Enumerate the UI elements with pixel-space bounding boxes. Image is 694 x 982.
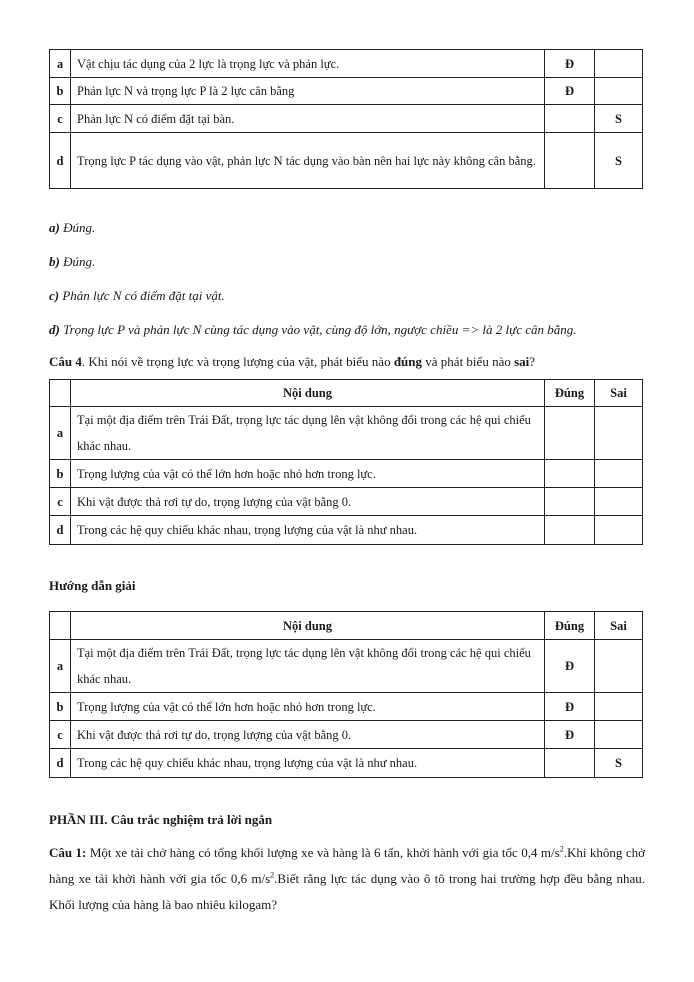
header-sai: Sai — [595, 612, 643, 640]
question-text: và phát biểu nào — [422, 354, 515, 369]
header-empty — [50, 380, 71, 407]
row-letter: c — [50, 105, 71, 133]
table-row — [50, 50, 643, 78]
row-content: Phản lực N và trọng lực P là 2 lực cân bằng — [71, 78, 545, 105]
question-text: ? — [529, 354, 536, 369]
row-letter: a — [50, 640, 71, 693]
sai-mark — [595, 50, 643, 78]
row-content: Trọng lượng của vật có thể lớn hơn hoặc nhỏ hơn trong lực. — [71, 460, 545, 488]
header-dung: Đúng — [545, 380, 595, 407]
explanation-label: c) — [49, 288, 60, 303]
dung-mark — [545, 749, 595, 778]
superscript: 2 — [270, 870, 275, 880]
explanation-label: a) — [49, 220, 60, 235]
dung-mark: Đ — [545, 693, 595, 721]
sai-mark: S — [595, 749, 643, 778]
row-letter: b — [50, 693, 71, 721]
part3-heading-text: PHẦN III. Câu trắc nghiệm trả lời ngắn — [49, 812, 273, 827]
table-row — [50, 488, 643, 516]
question-text: Một xe tải chở hàng có tổng khối lượng xe và hàng là 6 tấn, khởi hành với gia tốc 0,4 m/s — [86, 845, 560, 860]
row-content: Trong các hệ quy chiếu khác nhau, trọng lượng của vật là như nhau. — [71, 516, 545, 545]
sai-mark: S — [595, 133, 643, 189]
solution-heading-text: Hướng dẫn giải — [49, 578, 136, 593]
answer-table-1 — [49, 49, 643, 189]
question-emphasis: đúng — [393, 354, 423, 369]
question-text: . Khi nói về trọng lực và trọng lượng của vật, phát biểu nào — [81, 354, 394, 369]
row-letter: c — [50, 488, 71, 516]
explanation-text: Phản lực N có điểm đặt tại vật. — [59, 288, 225, 303]
explanation-label: d) — [49, 322, 60, 337]
row-content: Tại một địa điểm trên Trái Đất, trọng lực tác dụng lên vật không đổi trong các hệ qui chiếu khác nhau. — [71, 640, 545, 693]
sai-mark — [595, 78, 643, 105]
dung-mark — [545, 105, 595, 133]
sai-cell — [595, 407, 643, 460]
dung-mark: Đ — [545, 640, 595, 693]
explanation-d — [49, 322, 576, 338]
row-letter: d — [50, 133, 71, 189]
question-1 — [49, 840, 645, 918]
solution-table — [49, 611, 643, 778]
question-emphasis: sai — [514, 354, 530, 369]
dung-cell — [545, 407, 595, 460]
question-4 — [49, 354, 535, 370]
sai-cell — [595, 516, 643, 545]
row-letter: b — [50, 460, 71, 488]
row-letter: a — [50, 50, 71, 78]
dung-mark: Đ — [545, 50, 595, 78]
header-sai: Sai — [595, 380, 643, 407]
table-row — [50, 105, 643, 133]
row-content: Trong các hệ quy chiếu khác nhau, trọng lượng của vật là như nhau. — [71, 749, 545, 778]
table-row — [50, 78, 643, 105]
header-content: Nội dung — [71, 380, 545, 407]
dung-cell — [545, 460, 595, 488]
question-text: .Khi không chở hàng xe tải khởi hành với gia tốc 0,6 m/s — [49, 845, 645, 886]
sai-cell — [595, 488, 643, 516]
explanation-text: Đúng. — [59, 220, 96, 235]
header-dung: Đúng — [545, 612, 595, 640]
table-row — [50, 460, 643, 488]
dung-cell — [545, 516, 595, 545]
question-table — [49, 379, 643, 545]
explanation-text: Đúng. — [59, 254, 96, 269]
row-content: Tại một địa điểm trên Trái Đất, trọng lực tác dụng lên vật không đổi trong các hệ qui chiếu khác nhau. — [71, 407, 545, 460]
sai-mark: S — [595, 105, 643, 133]
row-content: Vật chịu tác dụng của 2 lực là trọng lực và phản lực. — [71, 50, 545, 78]
table-row — [50, 407, 643, 460]
row-letter: d — [50, 749, 71, 778]
row-letter: c — [50, 721, 71, 749]
explanation-c — [49, 288, 225, 304]
row-letter: a — [50, 407, 71, 460]
row-content: Trọng lượng của vật có thể lớn hơn hoặc nhỏ hơn trong lực. — [71, 693, 545, 721]
question-text: .Biết rằng lực tác dụng vào ô tô trong hai trường hợp đều bằng nhau. Khối lượng của hàng là bao nhiêu kilogam? — [49, 871, 646, 912]
sai-cell — [595, 460, 643, 488]
sai-mark — [595, 721, 643, 749]
row-content: Trọng lực P tác dụng vào vật, phản lực N tác dụng vào bàn nên hai lực này không cân bằng. — [71, 133, 545, 189]
dung-cell — [545, 488, 595, 516]
sai-mark — [595, 693, 643, 721]
table-row — [50, 693, 643, 721]
table-header-row — [50, 380, 643, 407]
row-content: Khi vật được thả rơi tự do, trọng lượng của vật bằng 0. — [71, 721, 545, 749]
row-letter: d — [50, 516, 71, 545]
explanation-b — [49, 254, 95, 270]
header-content: Nội dung — [71, 612, 545, 640]
question-label: Câu 4 — [49, 354, 82, 369]
dung-mark — [545, 133, 595, 189]
dung-mark: Đ — [545, 78, 595, 105]
table-row — [50, 721, 643, 749]
explanation-a — [49, 220, 95, 236]
superscript: 2 — [559, 844, 564, 854]
table-row — [50, 640, 643, 693]
question-label: Câu 1: — [49, 845, 87, 860]
sai-mark — [595, 640, 643, 693]
part3-heading — [49, 812, 272, 828]
table-row — [50, 133, 643, 189]
row-content: Phản lực N có điểm đặt tại bàn. — [71, 105, 545, 133]
table-header-row — [50, 612, 643, 640]
header-empty — [50, 612, 71, 640]
table-row — [50, 516, 643, 545]
explanation-label: b) — [49, 254, 60, 269]
dung-mark: Đ — [545, 721, 595, 749]
row-content: Khi vật được thả rơi tự do, trọng lượng của vật bằng 0. — [71, 488, 545, 516]
row-letter: b — [50, 78, 71, 105]
table-row — [50, 749, 643, 778]
explanation-text: Trọng lực P và phản lực N cùng tác dụng vào vật, cùng độ lớn, ngược chiều => là 2 lực cân bằng. — [59, 322, 577, 337]
solution-heading — [49, 578, 136, 594]
